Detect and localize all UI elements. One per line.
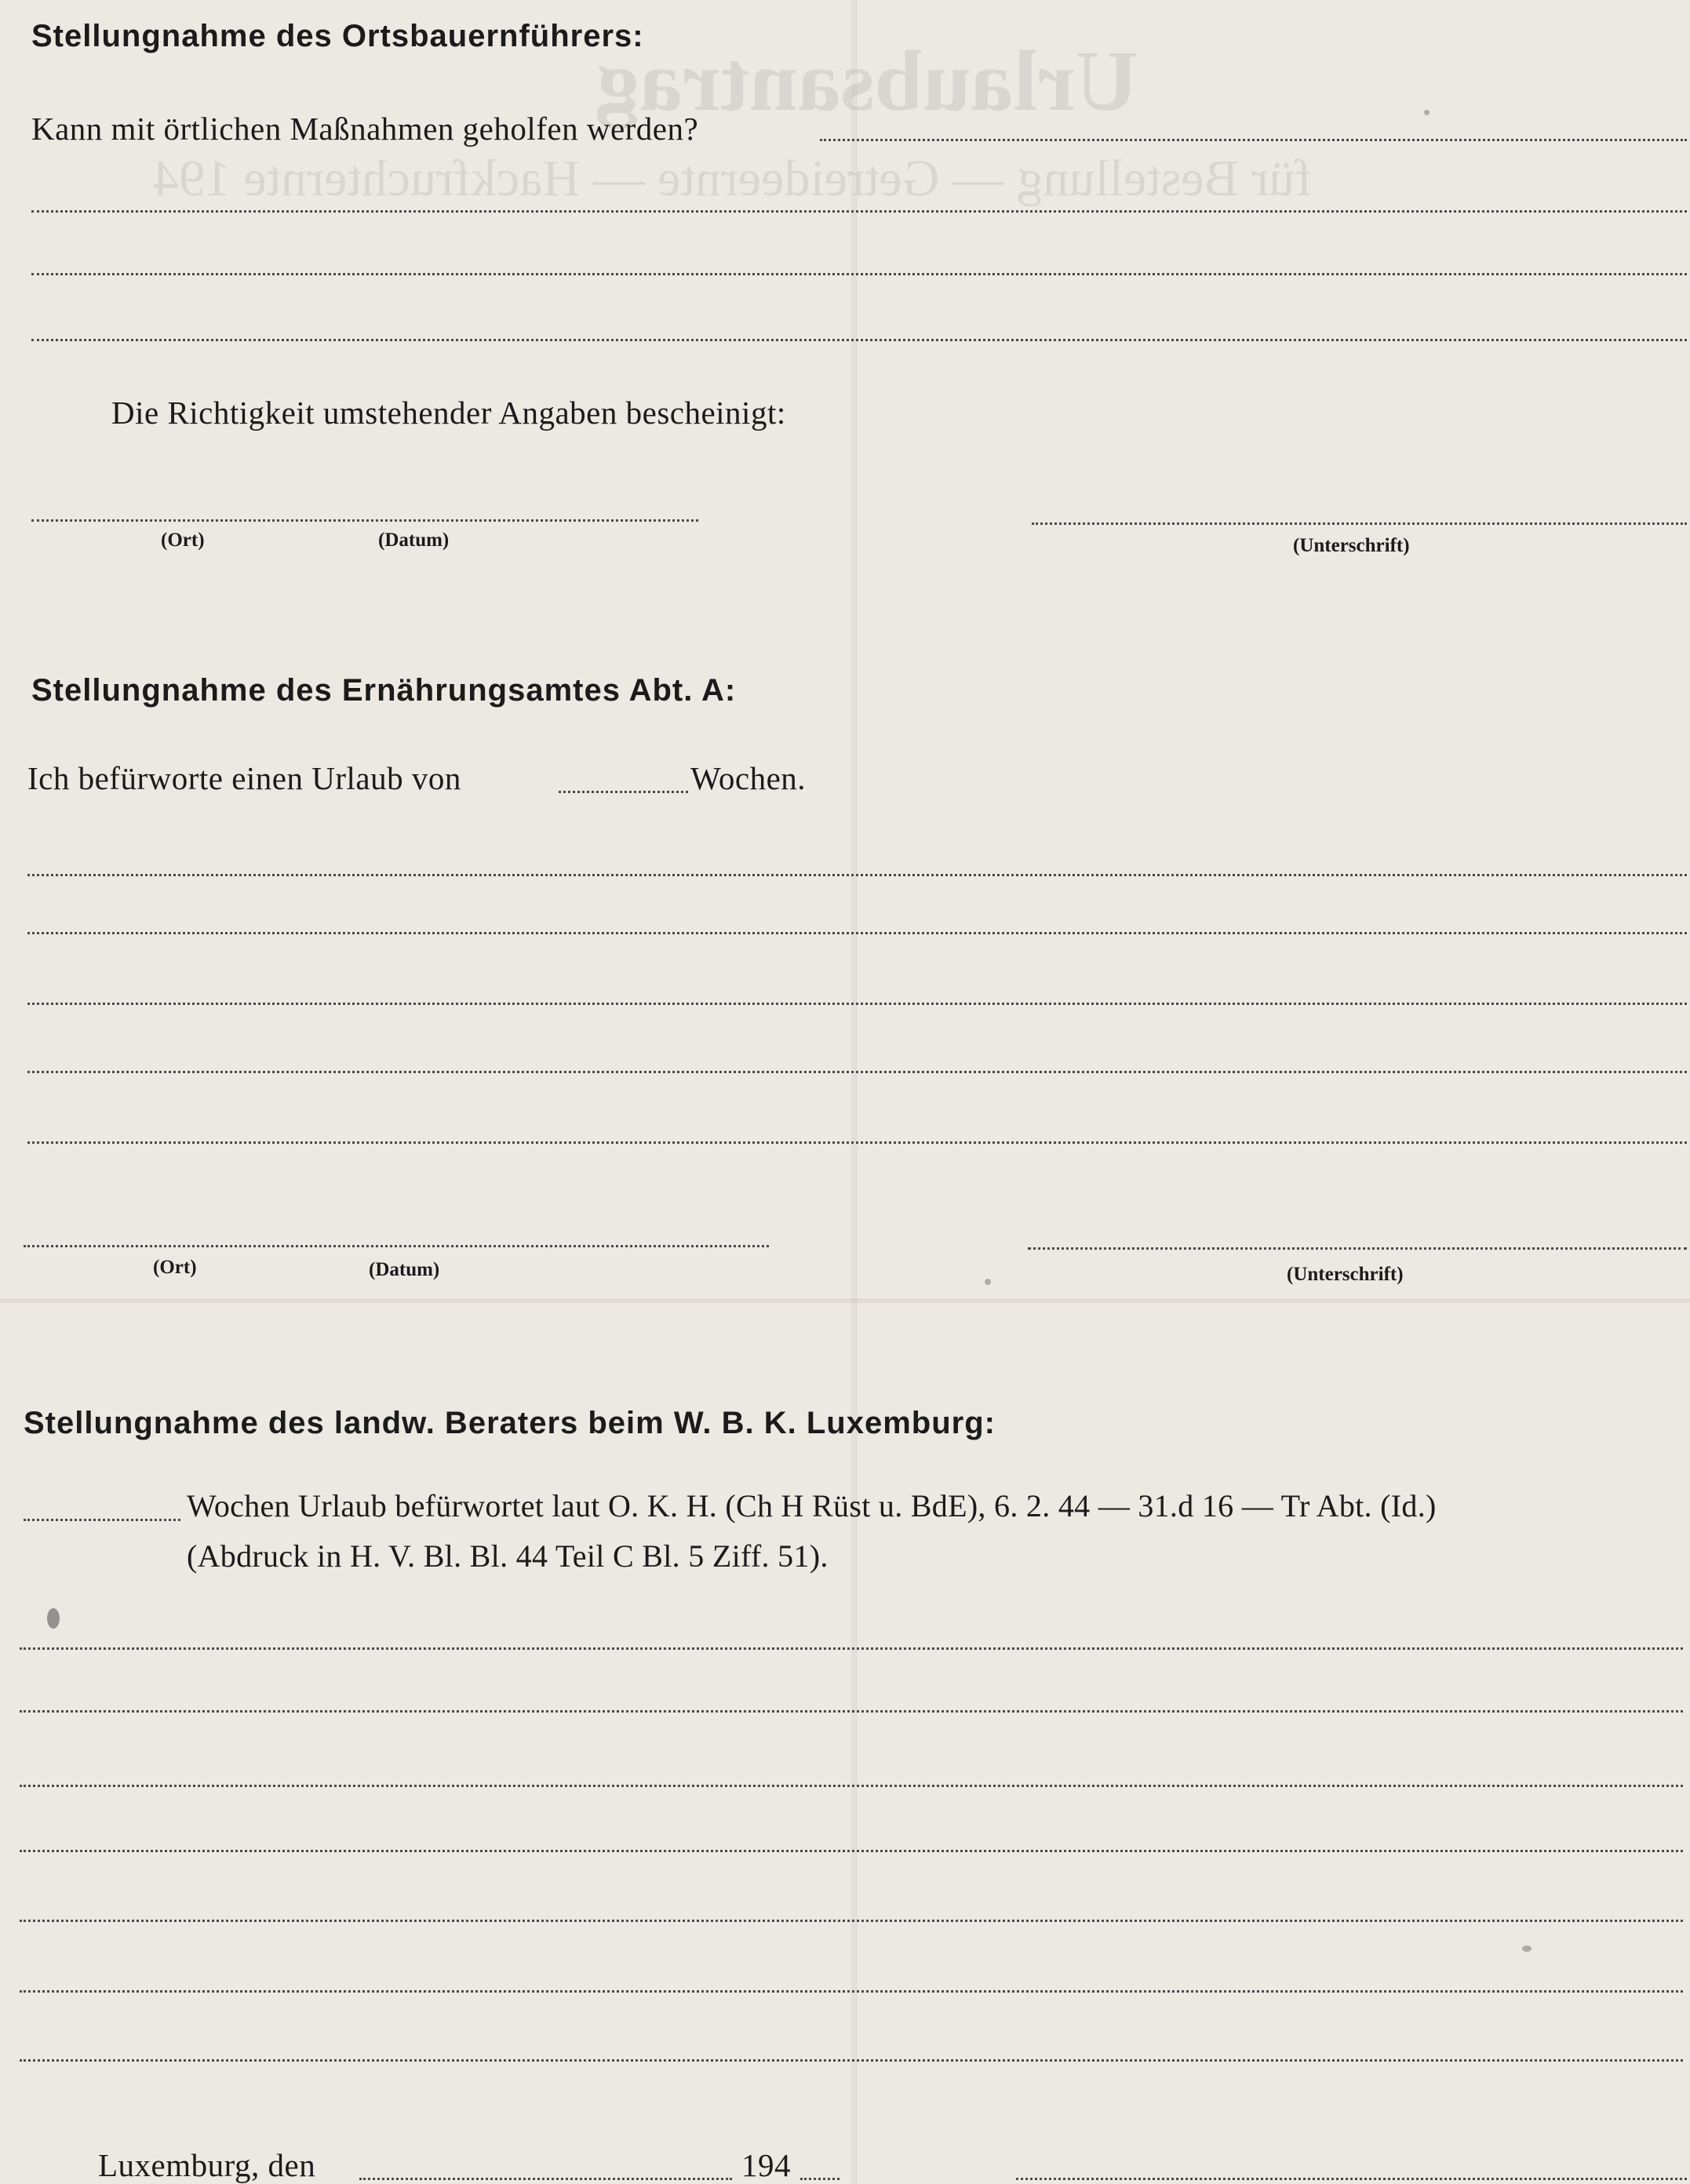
label-unterschrift: (Unterschrift) (1293, 535, 1410, 556)
signature-line[interactable] (1016, 2178, 1687, 2180)
year-field[interactable] (800, 2178, 840, 2180)
paper-fold-vertical (851, 0, 858, 2184)
answer-line[interactable] (27, 874, 1687, 876)
answer-line[interactable] (20, 1785, 1683, 1787)
weeks-field[interactable] (24, 1519, 180, 1521)
label-ort: (Ort) (161, 530, 205, 551)
signature-line[interactable] (1028, 1247, 1687, 1250)
section2-text-after: Wochen. (690, 760, 807, 796)
year-prefix: 194 (741, 2147, 791, 2183)
place-date-line[interactable] (31, 519, 698, 522)
answer-line[interactable] (27, 1141, 1687, 1144)
place-prefix: Luxemburg, den (98, 2147, 316, 2183)
answer-line[interactable] (27, 1071, 1687, 1073)
section3-line1: Wochen Urlaub befürwortet laut O. K. H. (Ch H Rüst u. BdE), 6. 2. 44 — 31.d 16 — Tr Abt. (Id.) (187, 1488, 1437, 1523)
label-unterschrift: (Unterschrift) (1287, 1264, 1404, 1285)
section2-text-before: Ich befürworte einen Urlaub von (27, 760, 461, 796)
bleedthrough-subtitle: für Bestellung — Getreideernte — Hackfruchternte 194 (153, 150, 1313, 207)
place-date-line[interactable] (24, 1245, 769, 1247)
answer-line[interactable] (27, 932, 1687, 934)
answer-line[interactable] (20, 1920, 1683, 1922)
answer-line[interactable] (31, 339, 1687, 341)
label-datum: (Datum) (378, 530, 450, 551)
section1-question: Kann mit örtlichen Maßnahmen geholfen werden? (31, 111, 699, 147)
answer-line[interactable] (20, 2059, 1683, 2062)
section2-heading: Stellungnahme des Ernährungsamtes Abt. A: (31, 673, 737, 708)
answer-line[interactable] (20, 1710, 1683, 1713)
ink-spot (1424, 110, 1430, 115)
answer-line[interactable] (20, 1990, 1683, 1993)
date-field[interactable] (359, 2178, 732, 2180)
bleedthrough-title: Urlaubsantrag (596, 33, 1138, 129)
answer-line[interactable] (20, 1647, 1683, 1650)
answer-line[interactable] (27, 1003, 1687, 1005)
section1-certify: Die Richtigkeit umstehender Angaben bescheinigt: (111, 395, 786, 431)
answer-line[interactable] (20, 1850, 1683, 1852)
label-datum: (Datum) (369, 1259, 440, 1280)
section3-heading: Stellungnahme des landw. Beraters beim W. B. K. Luxemburg: (24, 1406, 996, 1440)
ink-spot (1522, 1946, 1532, 1952)
label-ort: (Ort) (153, 1257, 197, 1278)
paper-fold-horizontal (0, 1298, 1690, 1303)
answer-line[interactable] (31, 273, 1687, 275)
section1-heading: Stellungnahme des Ortsbauernführers: (31, 19, 644, 53)
ink-spot (985, 1279, 991, 1285)
section3-line2: (Abdruck in H. V. Bl. Bl. 44 Teil C Bl. 5 Ziff. 51). (187, 1538, 829, 1574)
answer-line[interactable] (31, 210, 1687, 213)
signature-line[interactable] (1032, 522, 1687, 525)
ink-spot (47, 1608, 60, 1629)
answer-line[interactable] (820, 139, 1687, 141)
weeks-field[interactable] (559, 791, 688, 793)
